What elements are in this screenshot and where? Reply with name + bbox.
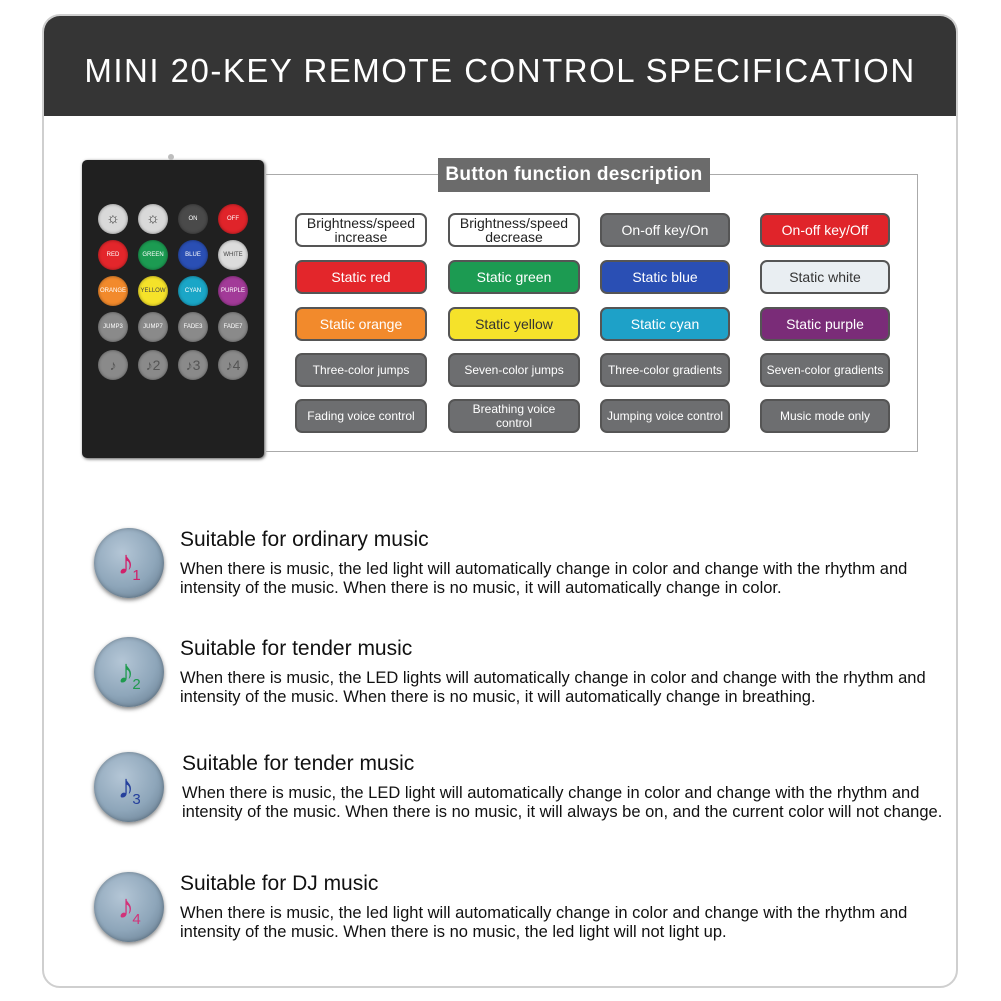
music-mode-title: Suitable for DJ music xyxy=(180,872,379,895)
music-note-glyph: ♪ xyxy=(117,888,135,926)
remote-key xyxy=(218,312,248,342)
function-label: Static orange xyxy=(295,307,427,341)
function-label: Static red xyxy=(295,260,427,294)
music-note-glyph: ♪ xyxy=(117,653,135,691)
remote-key-label: PURPLE xyxy=(220,288,245,294)
remote-key xyxy=(178,312,208,342)
music-mode-description: When there is music, the led light will automatically change in color and change with the rhythm and intensity of the music. When there is no music, the led light will not light up. xyxy=(180,904,908,941)
remote-key xyxy=(138,312,168,342)
remote-key xyxy=(98,240,128,270)
remote-key xyxy=(218,350,248,380)
brightness-down-icon: ☼ xyxy=(146,210,160,227)
remote-control-image xyxy=(82,160,264,458)
music-note-number: 1 xyxy=(132,567,141,584)
remote-key xyxy=(138,276,168,306)
function-label: On-off key/Off xyxy=(760,213,890,247)
music-mode-title: Suitable for tender music xyxy=(180,637,413,660)
remote-key xyxy=(178,240,208,270)
music-mode-description: When there is music, the LED lights will automatically change in color and change with the rhythm and intensity of the music. When there is no music, it will automatically change in breathing. xyxy=(180,669,926,706)
remote-key-label: GREEN xyxy=(142,252,164,258)
remote-key xyxy=(178,350,208,380)
function-label: Brightness/speed increase xyxy=(295,213,427,247)
function-label: Seven-color jumps xyxy=(448,353,580,387)
remote-ir-nub xyxy=(168,154,174,160)
function-label: Static blue xyxy=(600,260,730,294)
remote-key xyxy=(178,204,208,234)
remote-key-label: WHITE xyxy=(223,252,243,258)
music-note-3-icon xyxy=(94,752,164,822)
remote-key xyxy=(218,204,248,234)
remote-key xyxy=(98,312,128,342)
function-label: Breathing voice control xyxy=(448,399,580,433)
function-label: On-off key/On xyxy=(600,213,730,247)
function-label: Three-color gradients xyxy=(600,353,730,387)
function-panel-title: Button function description xyxy=(438,158,710,192)
music-mode-description: When there is music, the LED light will automatically change in color and change with the rhythm and intensity of the music. When there is no music, it will always be on, and the current color will not change. xyxy=(182,784,943,821)
music-note-number: 4 xyxy=(132,911,141,928)
remote-key-label: OFF xyxy=(227,216,239,222)
music-mode-title: Suitable for tender music xyxy=(182,752,415,775)
function-label: Seven-color gradients xyxy=(760,353,890,387)
music-note-1-icon xyxy=(94,528,164,598)
remote-key-label: JUMP7 xyxy=(143,324,163,330)
function-label: Static green xyxy=(448,260,580,294)
remote-key xyxy=(218,276,248,306)
remote-key xyxy=(98,204,128,234)
function-label: Jumping voice control xyxy=(600,399,730,433)
function-label: Fading voice control xyxy=(295,399,427,433)
remote-key xyxy=(98,276,128,306)
remote-key-label: RED xyxy=(106,252,120,258)
remote-key-label: ♪3 xyxy=(185,357,201,373)
remote-key-label: ♪ xyxy=(109,357,117,373)
function-label: Static purple xyxy=(760,307,890,341)
music-note-number: 2 xyxy=(132,676,141,693)
remote-key xyxy=(138,240,168,270)
remote-key-label: ♪4 xyxy=(225,357,241,373)
spec-card xyxy=(42,14,958,988)
function-label: Music mode only xyxy=(760,399,890,433)
function-label: Static yellow xyxy=(448,307,580,341)
remote-key-label: FADE3 xyxy=(183,324,203,330)
remote-key xyxy=(218,240,248,270)
remote-key xyxy=(138,350,168,380)
remote-key-label: YELLOW xyxy=(140,288,166,294)
remote-key-label: ON xyxy=(188,216,198,222)
page-title: MINI 20-KEY REMOTE CONTROL SPECIFICATION xyxy=(84,52,916,89)
remote-key-label: FADE7 xyxy=(223,324,243,330)
music-note-4-icon xyxy=(94,872,164,942)
header-bar xyxy=(44,16,956,116)
music-note-glyph: ♪ xyxy=(117,768,135,806)
music-note-number: 3 xyxy=(132,791,141,808)
function-label: Static cyan xyxy=(600,307,730,341)
music-note-2-icon xyxy=(94,637,164,707)
music-mode-description: When there is music, the led light will automatically change in color and change with the rhythm and intensity of the music. When there is no music, it will automatically change in color. xyxy=(180,560,908,597)
remote-key-label: BLUE xyxy=(185,252,201,258)
function-label: Static white xyxy=(760,260,890,294)
remote-key-label: ♪2 xyxy=(145,357,161,373)
function-label: Brightness/speed decrease xyxy=(448,213,580,247)
brightness-up-icon: ☼ xyxy=(106,210,120,227)
remote-key-label: ORANGE xyxy=(99,288,126,294)
music-note-glyph: ♪ xyxy=(117,544,135,582)
remote-key xyxy=(178,276,208,306)
remote-key-label: JUMP3 xyxy=(103,324,123,330)
remote-key-label: CYAN xyxy=(184,288,202,294)
music-mode-title: Suitable for ordinary music xyxy=(180,528,429,551)
function-label: Three-color jumps xyxy=(295,353,427,387)
remote-key xyxy=(98,350,128,380)
remote-key xyxy=(138,204,168,234)
